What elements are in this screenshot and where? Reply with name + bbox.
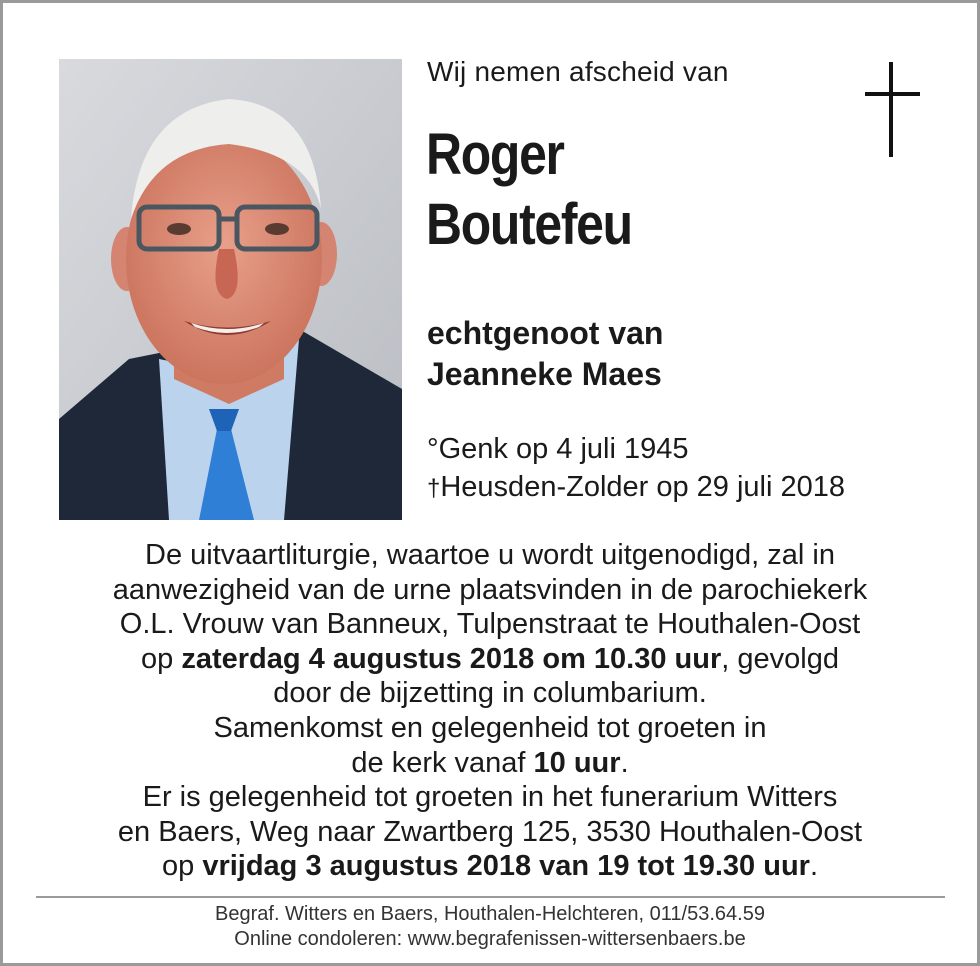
ceremony-line: door de bijzetting in columbarium. [273, 677, 707, 710]
spouse-label: echtgenoot van [427, 315, 664, 351]
ceremony-text: op [141, 642, 182, 675]
ceremony-text: de kerk vanaf [351, 746, 534, 779]
ceremony-line: aanwezigheid van de urne plaatsvinden in de parochiekerk [112, 573, 868, 606]
ceremony-text: . [809, 850, 819, 883]
ceremony-line: Samenkomst en gelegenheid tot groeten in [213, 711, 767, 744]
birth-mark: ° [427, 433, 439, 465]
condolence-link[interactable]: Online condoleren: www.begrafenissen-wittersenbaers.be [234, 928, 746, 950]
last-name: Boutefeu [426, 192, 632, 257]
spouse-block [427, 313, 663, 395]
portrait-photo [59, 59, 402, 520]
footer [20, 902, 960, 952]
spouse-name: Jeanneke Maes [427, 356, 662, 392]
cross-icon [862, 62, 922, 160]
ceremony-line: O.L. Vrouw van Banneux, Tulpenstraat te Houthalen-Oost [119, 608, 861, 641]
ceremony-line [20, 849, 960, 884]
ceremony-text: , gevolgd [721, 642, 839, 675]
life-dates [427, 430, 845, 508]
birth-text: Genk op 4 juli 1945 [438, 433, 689, 465]
visitation-date: vrijdag 3 augustus 2018 van 19 tot 19.30 uur [202, 850, 810, 883]
ceremony-line: Er is gelegenheid tot groeten in het funerarium Witters [142, 781, 838, 814]
ceremony-date: zaterdag 4 augustus 2018 om 10.30 uur [181, 642, 722, 675]
ceremony-line: De uitvaartliturgie, waartoe u wordt uitgenodigd, zal in [145, 539, 835, 571]
ceremony-text: op [161, 850, 203, 883]
birth-line [427, 430, 845, 468]
funeral-home-line: Begraf. Witters en Baers, Houthalen-Helchteren, 011/53.64.59 [215, 903, 765, 925]
first-name: Roger [426, 122, 564, 187]
deceased-name [426, 120, 632, 260]
gathering-time: 10 uur [533, 746, 621, 779]
death-line [427, 468, 845, 508]
ceremony-line: en Baers, Weg naar Zwartberg 125, 3530 Houthalen-Oost [117, 815, 863, 848]
intro-text: Wij nemen afscheid van [427, 56, 729, 87]
death-text: Heusden-Zolder op 29 juli 2018 [440, 471, 846, 503]
ceremony-line [20, 746, 960, 781]
footer-divider [36, 896, 945, 898]
ceremony-line [20, 642, 960, 677]
death-mark-icon: † [427, 475, 441, 502]
ceremony-details [20, 538, 960, 884]
ceremony-text: . [620, 746, 629, 779]
